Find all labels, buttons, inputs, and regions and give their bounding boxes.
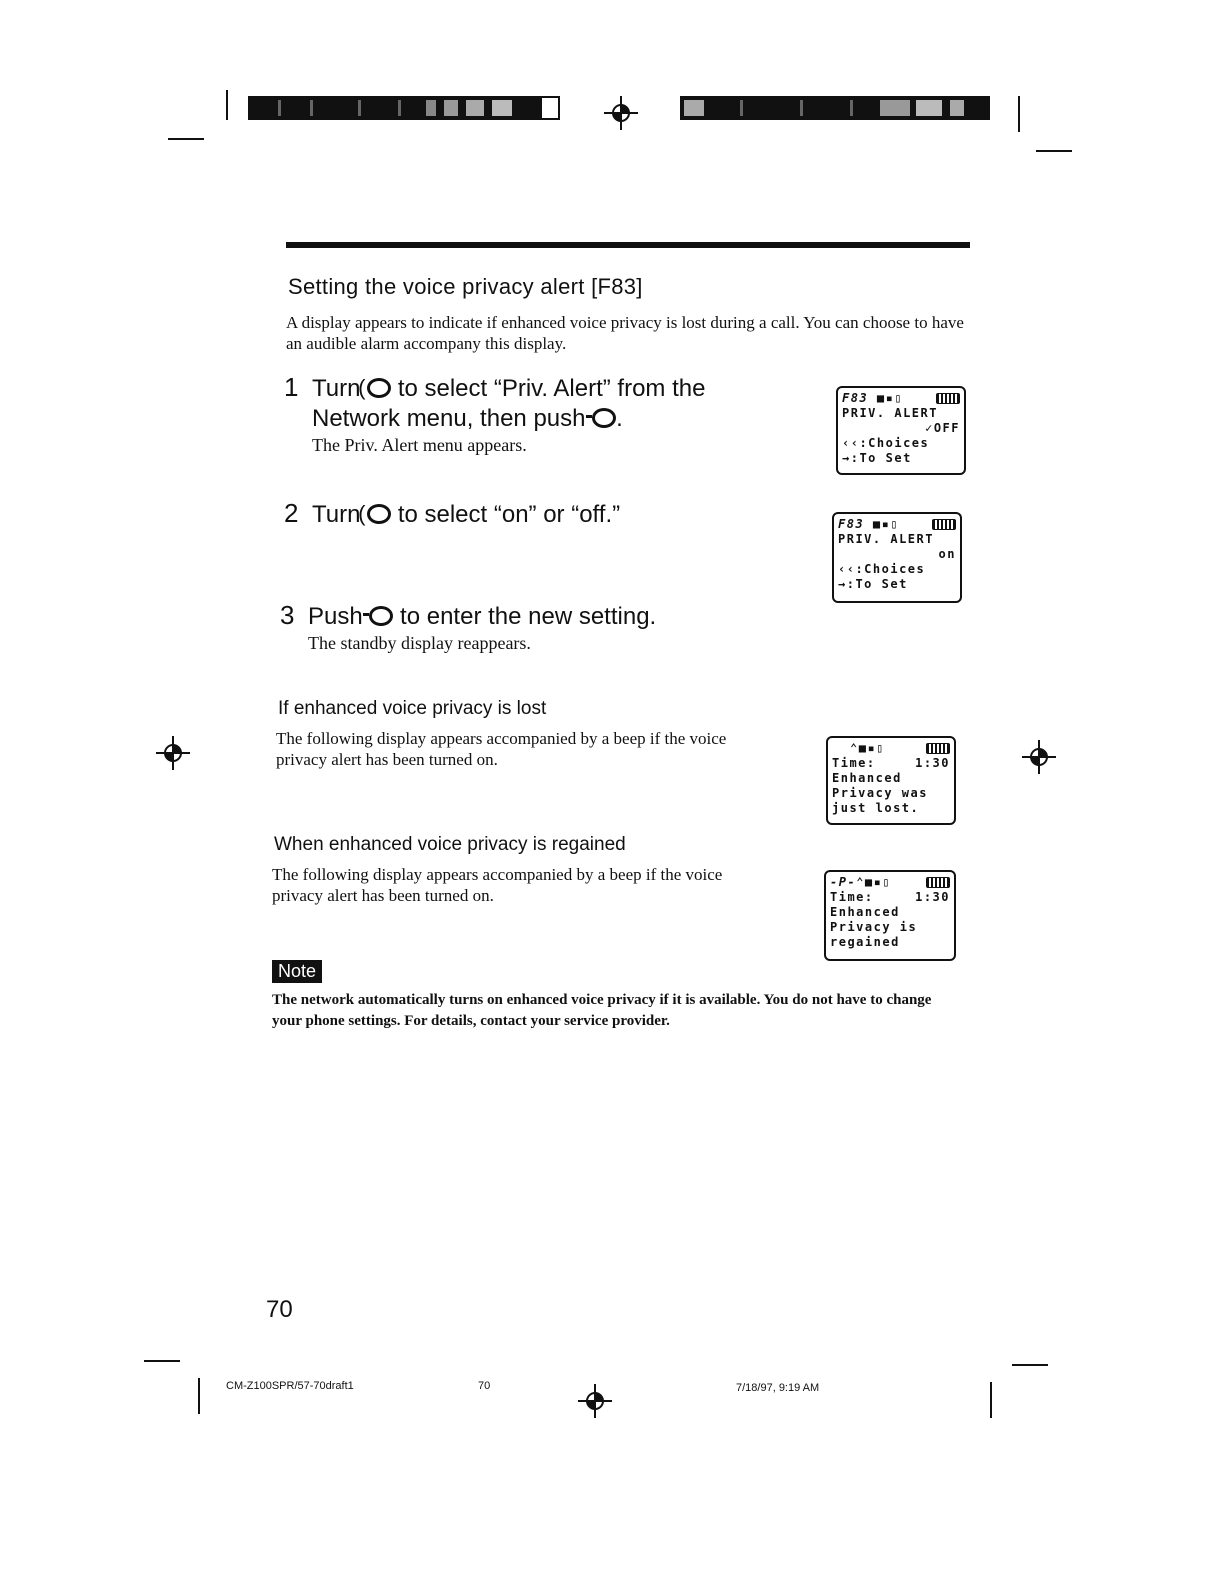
registration-target-icon bbox=[604, 96, 638, 130]
footer-doc-id: CM-Z100SPR/57-70draft1 bbox=[226, 1380, 354, 1392]
step-number: 3 bbox=[280, 600, 295, 630]
registration-target-icon bbox=[578, 1384, 612, 1418]
jog-dial-icon bbox=[367, 504, 391, 524]
crop-mark bbox=[226, 90, 228, 120]
lcd-display-privacy-regained: -P-⌃■▪▯ Time: 1:30 Enhanced Privacy is regained bbox=[824, 870, 956, 961]
signal-icon: ⌃■▪▯ bbox=[850, 741, 885, 755]
note-badge: Note bbox=[272, 960, 322, 983]
footer-page: 70 bbox=[478, 1380, 491, 1392]
section-rule bbox=[286, 242, 970, 248]
note-text: The network automatically turns on enhanced voice privacy if it is available. You do not have to change your phone settings. For details, contact your service provider. bbox=[272, 992, 932, 1029]
crop-mark bbox=[198, 1378, 200, 1414]
jog-dial-icon bbox=[367, 378, 391, 398]
section-intro: A display appears to indicate if enhanced voice privacy is lost during a call. You can choose to have an audible alarm accompany this display. bbox=[286, 313, 964, 353]
lcd-display-priv-alert-on: F83 ■▪▯ PRIV. ALERT on ‹‹:Choices →:To Set bbox=[832, 512, 962, 603]
crop-mark bbox=[1018, 96, 1020, 132]
subsection-text-lost: The following display appears accompanied by a beep if the voice privacy alert has been turned on. bbox=[276, 729, 727, 769]
battery-icon bbox=[932, 517, 956, 532]
registration-box bbox=[540, 96, 560, 120]
signal-icon: ⌃■▪▯ bbox=[856, 875, 892, 889]
lcd-display-priv-alert-off: F83 ■▪▯ PRIV. ALERT ✓OFF ‹‹:Choices →:To Set bbox=[836, 386, 966, 475]
step-1: 1 Turn ( to select “Priv. Alert” from the Network menu, then push . The Priv. Alert menu appears. bbox=[284, 372, 784, 456]
subsection-title-regained: When enhanced voice privacy is regained bbox=[274, 834, 626, 855]
push-dial-icon bbox=[592, 408, 616, 428]
step-number: 1 bbox=[284, 372, 299, 402]
step-3: 3 Push to enter the new setting. The standby display reappears. bbox=[280, 600, 780, 654]
section-title: Setting the voice privacy alert [F83] bbox=[288, 274, 643, 299]
battery-icon bbox=[926, 875, 950, 890]
crop-mark bbox=[168, 138, 204, 140]
push-dial-icon bbox=[369, 606, 393, 626]
step-number: 2 bbox=[284, 498, 299, 528]
footer-date: 7/18/97, 9:19 AM bbox=[736, 1382, 820, 1394]
registration-target-icon bbox=[1022, 740, 1056, 774]
subsection-text-regained: The following display appears accompanied by a beep if the voice privacy alert has been turned on. bbox=[272, 865, 723, 905]
battery-icon bbox=[926, 741, 950, 756]
step-result: The standby display reappears. bbox=[308, 633, 531, 653]
registration-bar-right bbox=[680, 96, 990, 120]
registration-target-icon bbox=[156, 736, 190, 770]
registration-bar-left bbox=[248, 96, 540, 120]
battery-icon bbox=[936, 391, 960, 406]
subsection-title-lost: If enhanced voice privacy is lost bbox=[278, 698, 547, 719]
crop-mark bbox=[1036, 150, 1072, 152]
signal-icon: ■▪▯ bbox=[872, 517, 900, 531]
page-number: 70 bbox=[266, 1296, 293, 1323]
lcd-display-privacy-lost: ⌃■▪▯ Time: 1:30 Enhanced Privacy was just lost. bbox=[826, 736, 956, 825]
step-2: 2 Turn ( to select “on” or “off.” bbox=[284, 498, 784, 530]
crop-mark bbox=[144, 1360, 180, 1362]
step-result: The Priv. Alert menu appears. bbox=[312, 435, 527, 455]
signal-icon: ■▪▯ bbox=[876, 391, 904, 405]
crop-mark bbox=[990, 1382, 992, 1418]
crop-mark bbox=[1012, 1364, 1048, 1366]
